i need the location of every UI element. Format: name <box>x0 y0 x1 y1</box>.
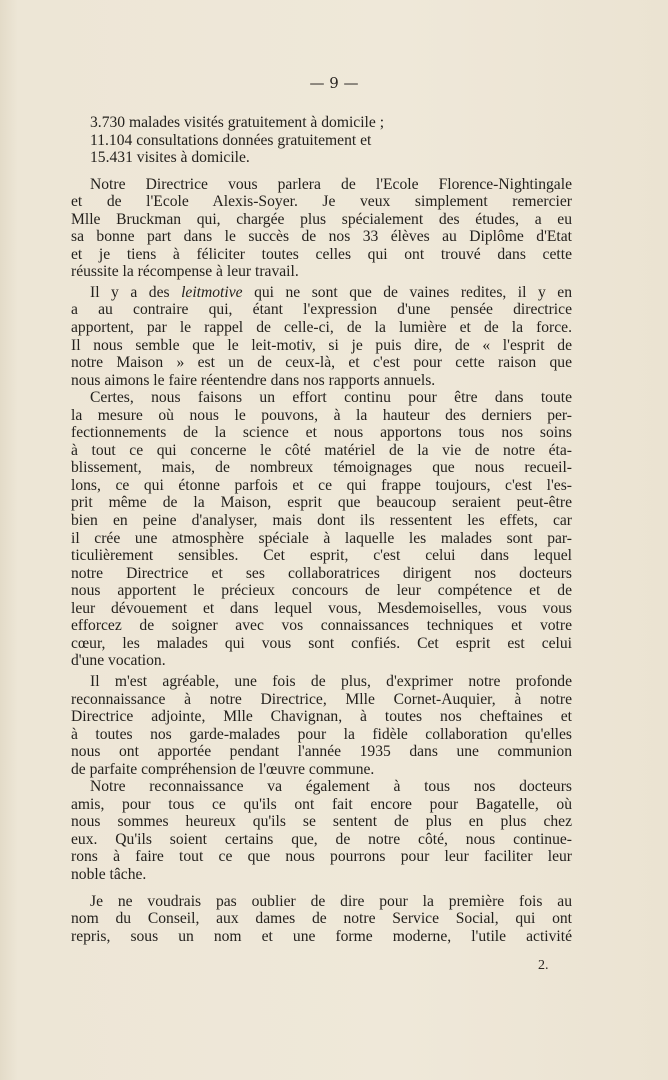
text-line: repris, sous un nom et une forme moderne, l'utile activité <box>71 927 572 945</box>
text-line: efforcez de soigner avec vos connaissances techniques et votre <box>71 617 572 635</box>
text-line: blissement, mais, de nombreux témoignages que nous recueil- <box>71 459 572 477</box>
text-line: de parfaite compréhension de l'œuvre commune. <box>71 760 375 778</box>
text-line: d'une vocation. <box>71 652 166 670</box>
text-line: cœur, les malades qui vous sont confiés. Cet esprit est celui <box>71 634 572 652</box>
text-line: 15.431 visites à domicile. <box>90 149 250 167</box>
text-run: Il y a des <box>90 283 182 301</box>
text-line: 3.730 malades visités gratuitement à domicile ; <box>90 114 385 131</box>
text-line: nous ont apportée pendant l'année 1935 dans une communion <box>71 743 572 761</box>
paragraph <box>71 389 572 670</box>
paragraph <box>71 893 572 946</box>
text-line: Il m'est agréable, une fois de plus, d'exprimer notre profonde <box>90 672 572 690</box>
text-line: rons à faire tout ce que nous pourrons pour leur faciliter leur <box>71 848 572 866</box>
text-line: nous apportent le précieux concours de leur compétence et de <box>71 582 572 600</box>
text-line: prit même de la Maison, esprit que beaucoup seraient peut-être <box>71 494 572 512</box>
text-line: Notre Directrice vous parlera de l'Ecole Florence-Nightingale <box>90 175 572 193</box>
italic-term: leitmotive <box>181 283 243 301</box>
text-line: ticulièrement sensibles. Cet esprit, c'est celui dans lequel <box>71 547 572 565</box>
paragraph <box>71 284 572 389</box>
text-line: Mlle Bruckman qui, chargée plus spécialement des études, a eu <box>71 210 572 228</box>
paragraph <box>71 176 572 281</box>
text-line: Certes, nous faisons un effort continu pour être dans toute <box>90 389 572 407</box>
text-line: sa bonne part dans le succès de nos 33 élèves au Diplôme d'Etat <box>71 228 572 246</box>
text-line: 11.104 consultations données gratuitement et <box>90 131 372 149</box>
text-line: a au contraire qui, étant l'expression d'une pensée directrice <box>71 301 572 319</box>
text-line: Je ne voudrais pas oublier de dire pour la première fois au <box>90 892 572 910</box>
text-line: bien en peine d'analyser, mais dont ils ressentent les effets, car <box>71 512 572 530</box>
text-line: leur dévouement et dans lequel vous, Mesdemoiselles, vous vous <box>71 599 572 617</box>
text-line: notre Maison » est un de ceux-là, et c'est pour cette raison que <box>71 354 572 372</box>
text-line: il crée une atmosphère spéciale à laquelle les malades sont par- <box>71 529 572 547</box>
text-line: nom du Conseil, aux dames de notre Service Social, qui ont <box>71 910 572 928</box>
text-line: la mesure où nous le pouvons, à la hauteur des derniers per- <box>71 406 572 424</box>
text-line: amis, pour tous ce qu'ils ont fait encore pour Bagatelle, où <box>71 795 572 813</box>
text-line <box>71 284 572 302</box>
text-line: Directrice adjointe, Mlle Chavignan, à toutes nos cheftaines et <box>71 708 572 726</box>
text-line: nous sommes heureux qu'ils se sentent de plus en plus chez <box>71 813 572 831</box>
signature-mark: 2. <box>538 958 549 973</box>
text-line: et je tiens à féliciter toutes celles qui ont trouvé dans cette <box>71 245 572 263</box>
text-line: à toutes nos garde-malades pour la fidèle collaboration qu'elles <box>71 725 572 743</box>
text-line: réussite la récompense à leur travail. <box>71 263 299 281</box>
text-line: Il nous semble que le leit-motiv, si je puis dire, de « l'esprit de <box>71 336 572 354</box>
text-line: lons, ce qui étonne parfois et ce qui frappe toujours, c'est l'es- <box>71 476 572 494</box>
page-number: — 9 — <box>309 74 359 92</box>
paragraph-stats <box>71 114 572 167</box>
text-run: qui ne sont que de vaines redites, il y en <box>242 283 573 301</box>
body-text <box>71 114 572 945</box>
text-line: à tout ce qui concerne le côté matériel de la vie de notre éta- <box>71 441 572 459</box>
text-line: Notre reconnaissance va également à tous nos docteurs <box>90 778 572 796</box>
paragraph <box>71 778 572 883</box>
text-line: notre Directrice et ses collaboratrices dirigent nos docteurs <box>71 564 572 582</box>
text-line: reconnaissance à notre Directrice, Mlle Cornet-Auquier, à notre <box>71 690 572 708</box>
text-line: noble tâche. <box>71 865 147 883</box>
text-line: eux. Qu'ils soient certains que, de notre côté, nous continue- <box>71 830 572 848</box>
text-line: et de l'Ecole Alexis-Soyer. Je veux simplement remercier <box>71 193 572 211</box>
text-line: fectionnements de la science et nous apportons tous nos soins <box>71 424 572 442</box>
text-line: apportent, par le rappel de celle-ci, de la lumière et de la force. <box>71 319 572 337</box>
text-line: nous aimons le faire réentendre dans nos rapports annuels. <box>71 371 436 389</box>
paragraph <box>71 673 572 778</box>
